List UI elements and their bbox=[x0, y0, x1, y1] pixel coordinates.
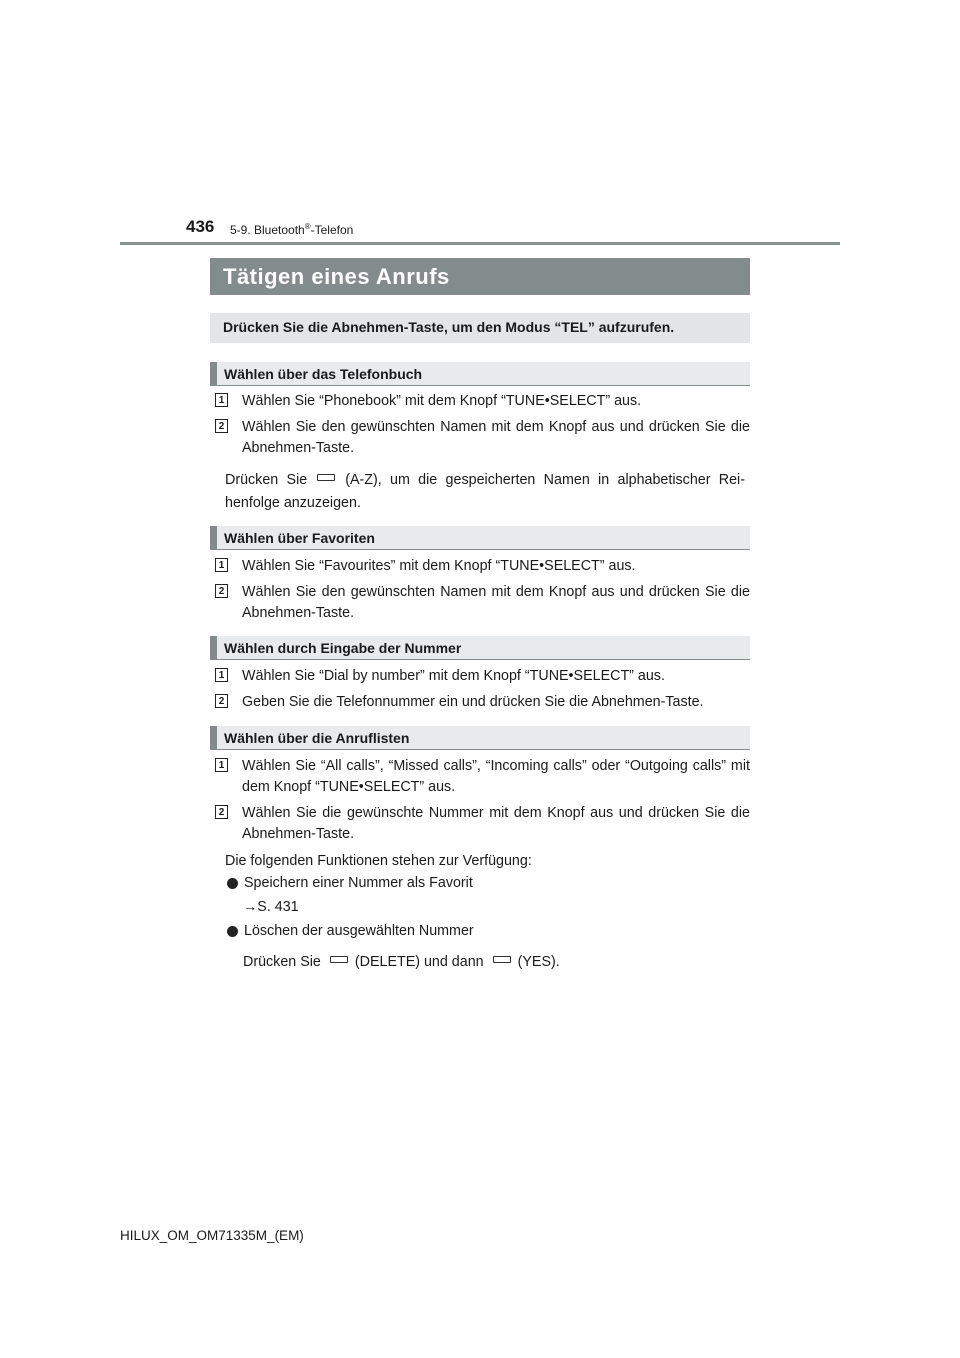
step-number: 2 bbox=[215, 419, 228, 433]
arrow-right-icon: → bbox=[243, 899, 258, 915]
header-rule bbox=[120, 242, 840, 245]
page-reference: →S. 431 bbox=[243, 899, 299, 915]
page-title: Tätigen eines Anrufs bbox=[210, 258, 750, 295]
section-heading-phonebook: Wählen über das Telefonbuch bbox=[210, 362, 750, 386]
section-heading-favourites: Wählen über Favoriten bbox=[210, 526, 750, 550]
functions-intro: Die folgenden Funktionen stehen zur Verfügung: bbox=[225, 853, 532, 869]
step-text: Geben Sie die Telefonnummer ein und drücken Sie die Abnehmen-Taste. bbox=[242, 694, 704, 710]
section-heading-dial-number: Wählen durch Eingabe der Nummer bbox=[210, 636, 750, 660]
button-icon bbox=[493, 956, 511, 963]
step-number: 2 bbox=[215, 805, 228, 819]
bullet-detail: Drücken Sie (DELETE) und dann (YES). bbox=[243, 954, 560, 970]
document-footer: HILUX_OM_OM71335M_(EM) bbox=[120, 1228, 304, 1243]
step-number: 1 bbox=[215, 393, 228, 407]
step-number: 1 bbox=[215, 758, 228, 772]
step-text: Wählen Sie den gewünschten Namen mit dem Knopf aus und drücken Sie die Abnehmen-Taste. bbox=[242, 419, 750, 456]
section-heading-call-lists: Wählen über die Anruflisten bbox=[210, 726, 750, 750]
bullet-icon bbox=[227, 926, 238, 937]
intro-box: Drücken Sie die Abnehmen-Taste, um den Modus “TEL” aufzurufen. bbox=[210, 313, 750, 343]
step-text: Wählen Sie den gewünschten Namen mit dem Knopf aus und drücken Sie die Abnehmen-Taste. bbox=[242, 584, 750, 621]
step-text: Wählen Sie die gewünschte Nummer mit dem Knopf aus und drücken Sie die Abnehmen-Taste. bbox=[242, 805, 750, 842]
bullet-text: Löschen der ausgewählten Nummer bbox=[244, 923, 474, 939]
note-paragraph: Drücken Sie (A-Z), um die gespeicherten Namen in alphabetischer Reihenfolge anzuzeigen. bbox=[225, 472, 745, 511]
step-text: Wählen Sie “All calls”, “Missed calls”, “Incoming calls” oder “Outgoing calls” mit dem Knopf “TUNE•SELECT” aus. bbox=[242, 758, 750, 795]
step-number: 2 bbox=[215, 584, 228, 598]
step-text: Wählen Sie “Phonebook” mit dem Knopf “TUNE•SELECT” aus. bbox=[242, 393, 642, 409]
button-icon bbox=[330, 956, 348, 963]
step-text: Wählen Sie “Favourites” mit dem Knopf “TUNE•SELECT” aus. bbox=[242, 558, 636, 574]
bullet-text: Speichern einer Nummer als Favorit bbox=[244, 875, 473, 891]
step-text: Wählen Sie “Dial by number” mit dem Knopf “TUNE•SELECT” aus. bbox=[242, 668, 665, 684]
step-number: 1 bbox=[215, 668, 228, 682]
bullet-icon bbox=[227, 878, 238, 889]
step-number: 1 bbox=[215, 558, 228, 572]
step-number: 2 bbox=[215, 694, 228, 708]
breadcrumb: 5-9. Bluetooth®-Telefon bbox=[230, 222, 354, 237]
button-icon bbox=[317, 474, 335, 481]
page-number: 436 bbox=[186, 217, 215, 236]
